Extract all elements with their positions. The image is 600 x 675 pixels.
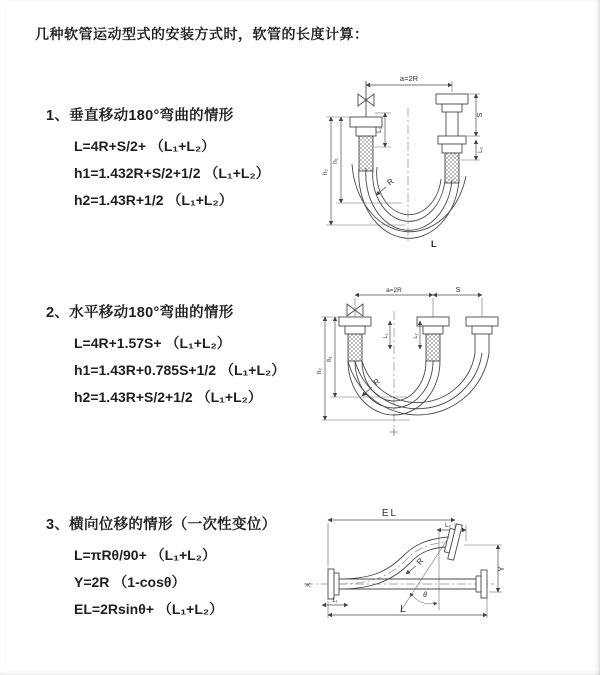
dim-l1 bbox=[322, 598, 348, 605]
dim-label-a2r: a=2R bbox=[386, 287, 402, 294]
dim-label-l2: L₂ bbox=[413, 333, 419, 339]
diagram-horizontal-u-bend bbox=[312, 283, 592, 448]
hose-braid-left bbox=[359, 136, 373, 171]
hose-braid-middle bbox=[426, 334, 440, 361]
valve-icon bbox=[358, 81, 374, 117]
dim-label-y: Y bbox=[497, 566, 506, 572]
diagram-vertical-u-bend bbox=[305, 68, 590, 253]
dim-label-el: EL bbox=[381, 508, 399, 519]
formula-h2: h2=1.43R+S/2+1/2 （L₁+L₂） bbox=[74, 389, 262, 405]
dim-label-h1: h₁ bbox=[332, 158, 339, 164]
radius-callout bbox=[376, 177, 396, 195]
dim-el bbox=[328, 508, 455, 567]
diagram-lateral-displacement bbox=[298, 497, 593, 667]
dim-label-l1: L₁ bbox=[332, 598, 338, 604]
dim-label-a2r: a=2R bbox=[399, 74, 419, 83]
axis-mark: X bbox=[305, 582, 312, 588]
section-1-heading: 1、垂直移动180°弯曲的情形 bbox=[46, 108, 234, 124]
flange-right-lower bbox=[476, 570, 487, 598]
flange-left bbox=[350, 117, 382, 171]
dim-label-l2: L₂ bbox=[478, 147, 484, 153]
flange-middle bbox=[417, 317, 449, 361]
formula-l: L=πRθ/90+ （L₁+L₂） bbox=[74, 547, 216, 563]
section-3-heading: 3、横向位移的情形（一次性变位） bbox=[46, 517, 277, 533]
dim-label-r: R bbox=[371, 376, 382, 388]
flange-left bbox=[339, 317, 371, 361]
dim-label-l-bottom: L bbox=[431, 239, 437, 249]
angle-construction bbox=[400, 537, 449, 612]
bottom-tick bbox=[390, 428, 398, 436]
hose-braid-right bbox=[445, 153, 459, 183]
hose-centerline bbox=[339, 542, 449, 584]
flange-right bbox=[466, 317, 498, 353]
dim-s bbox=[433, 287, 482, 295]
dim-label-l1: L₁ bbox=[376, 127, 383, 133]
hose-s-curve bbox=[339, 537, 450, 589]
dim-label-s: S bbox=[455, 287, 461, 294]
flange-right bbox=[436, 94, 468, 183]
dim-label-theta: θ bbox=[423, 592, 427, 599]
dim-label-l: L bbox=[400, 604, 406, 615]
dim-s bbox=[467, 94, 484, 136]
section-3 bbox=[46, 513, 276, 623]
formula-h1: h1=1.43R+0.785S+1/2 （L₁+L₂） bbox=[74, 362, 286, 378]
dim-a2r bbox=[366, 74, 452, 92]
formula-l: L=4R+S/2+ （L₁+L₂） bbox=[74, 138, 216, 154]
section-1 bbox=[46, 104, 270, 214]
formula-y: Y=2R （1-cosθ） bbox=[74, 574, 186, 590]
flange-left bbox=[328, 569, 339, 599]
formula-h1: h1=1.432R+S/2+1/2 （L₁+L₂） bbox=[74, 165, 270, 181]
formula-h2: h2=1.43R+1/2 （L₁+L₂） bbox=[74, 192, 233, 208]
dim-label-r: R bbox=[385, 176, 396, 188]
dim-label-r: R bbox=[414, 556, 426, 567]
section-2-heading: 2、水平移动180°弯曲的情形 bbox=[46, 305, 234, 321]
dim-label-h2: h₂ bbox=[322, 168, 329, 176]
dim-label-l1: L₁ bbox=[383, 333, 389, 339]
dim-a2r bbox=[355, 287, 482, 317]
radius-callout bbox=[406, 556, 426, 574]
dim-label-l2: L₂ bbox=[445, 523, 451, 529]
page-title: 几种软管运动型式的安装方式时，软管的长度计算： bbox=[35, 26, 369, 42]
dim-label-h2: h₂ bbox=[317, 368, 323, 374]
hose-braid-left bbox=[348, 334, 362, 361]
formula-el: EL=2Rsinθ+ （L₁+L₂） bbox=[74, 601, 224, 617]
dim-label-h1: h₁ bbox=[327, 356, 333, 362]
dim-l1 bbox=[383, 321, 390, 349]
hose-u-bend-outer bbox=[348, 353, 489, 415]
dim-label-s: S bbox=[477, 112, 484, 118]
section-2 bbox=[46, 301, 285, 411]
formula-l: L=4R+1.57S+ （L₁+L₂） bbox=[74, 335, 231, 351]
